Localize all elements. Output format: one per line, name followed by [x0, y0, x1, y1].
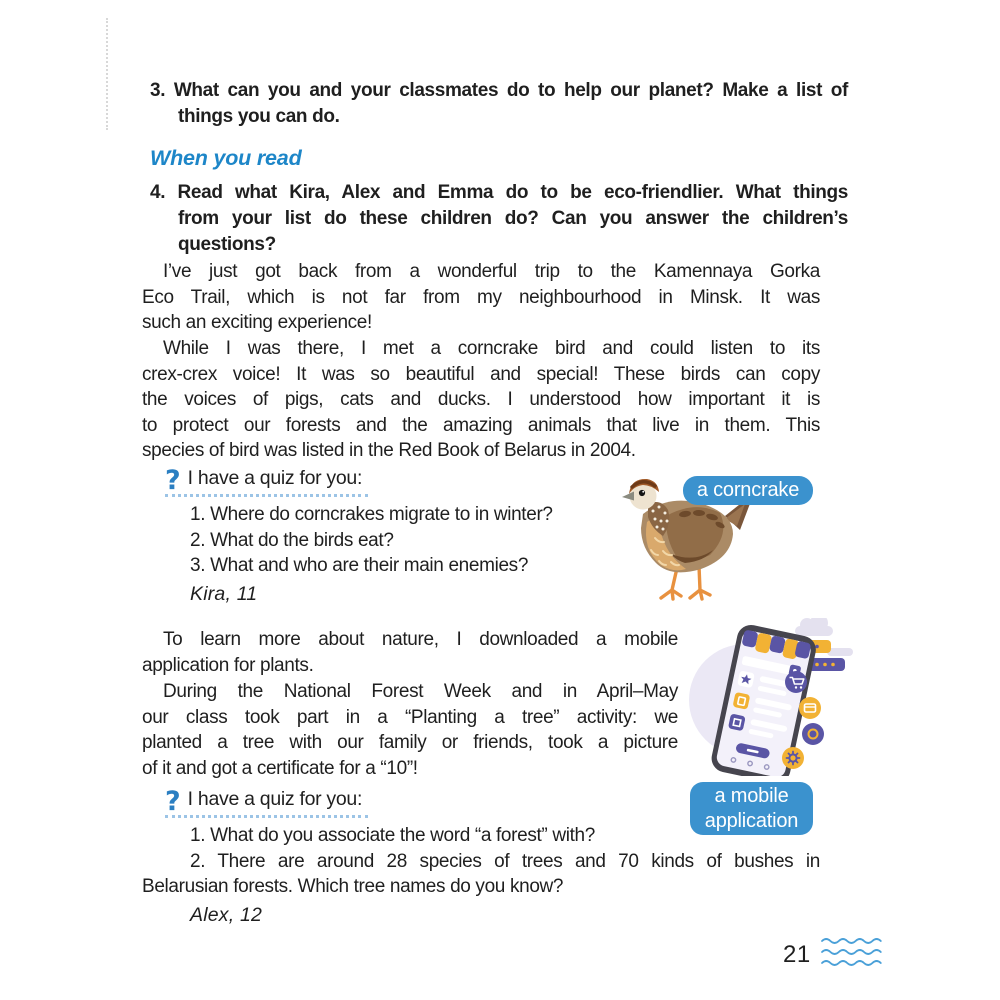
- mobile-phone-icon: [683, 618, 861, 776]
- text-line: While I was there, I met a corncrake bird and could listen to its: [163, 338, 820, 359]
- text-line: 1. What do you associate the word “a forest” with?: [190, 825, 595, 846]
- quiz-heading-label: I have a quiz for you:: [187, 467, 363, 489]
- story2-paragraph-1: [142, 627, 678, 678]
- mobile-caption-line1: a mobile: [714, 784, 789, 807]
- quiz-question-2: [142, 849, 820, 900]
- story1-paragraph-2: [142, 336, 820, 464]
- text-line: things you can do.: [178, 106, 340, 127]
- quiz-block-alex: [142, 787, 820, 928]
- text-line: I’ve just got back from a wonderful trip to the Kamennaya Gorka: [163, 261, 820, 282]
- text-line: to protect our forests and the amazing animals that live in them. This: [142, 414, 820, 436]
- task-4: [150, 180, 848, 258]
- mobile-app-illustration: [683, 618, 861, 781]
- author-signature-alex: Alex, 12: [190, 903, 263, 926]
- question-mark-icon: ?: [165, 465, 181, 496]
- question-mark-icon: ?: [165, 786, 181, 817]
- quiz-heading: [165, 466, 368, 497]
- quiz-heading-label: I have a quiz for you:: [187, 788, 363, 810]
- text-line: such an exciting experience!: [142, 312, 372, 333]
- cart-badge-icon: [785, 671, 807, 693]
- text-line: the voices of pigs, cats and ducks. I understood how important it is: [142, 389, 820, 410]
- waves-decoration-icon: [820, 936, 890, 975]
- message-badge-icon: [799, 697, 821, 719]
- quiz-questions: [142, 823, 820, 900]
- text-line: To learn more about nature, I downloaded a mobile: [163, 629, 678, 650]
- section-heading: When you read: [150, 146, 302, 170]
- text-line: 2. There are around 28 species of trees and 70 kinds of bushes in: [190, 850, 820, 872]
- text-line: from your list do these children do? Can you answer the children’s: [178, 208, 848, 229]
- author-signature-kira: Kira, 11: [190, 582, 258, 605]
- gear-badge-icon: [782, 747, 804, 769]
- text-line: 1. Where do corncrakes migrate to in winter?: [190, 504, 553, 525]
- info-badge-icon: [802, 723, 824, 745]
- task-3: [150, 78, 848, 130]
- text-line: application for plants.: [142, 654, 314, 676]
- story2-paragraph-2: [142, 679, 678, 781]
- text-line: species of bird was listed in the Red Book of Belarus in 2004.: [142, 440, 636, 461]
- quiz-heading: [165, 787, 368, 818]
- text-line: of it and got a certificate for a “10”!: [142, 757, 418, 779]
- text-line: Belarusian forests. Which tree names do you know?: [142, 876, 564, 897]
- page-edge-dotted-line: [106, 18, 108, 130]
- text-line: During the National Forest Week and in April–May: [163, 681, 678, 702]
- text-line: planted a tree with our family or friends, took a picture: [142, 732, 678, 753]
- corncrake-caption-badge: [683, 476, 813, 505]
- quiz-question-1: [142, 823, 820, 849]
- text-line: 2. What do the birds eat?: [190, 529, 394, 551]
- story1-paragraph-1: [142, 259, 820, 336]
- text-line: our class took part in a “Planting a tree” activity: we: [142, 706, 678, 728]
- page-number: 21: [783, 941, 811, 968]
- text-line: crex-crex voice! It was so beautiful and special! These birds can copy: [142, 363, 820, 385]
- text-line: questions?: [178, 234, 276, 255]
- text-line: 4. Read what Kira, Alex and Emma do to be eco-friendlier. What things: [150, 182, 848, 203]
- mobile-caption-line2: application: [704, 809, 799, 832]
- text-line: Eco Trail, which is not far from my neighbourhood in Minsk. It was: [142, 286, 820, 308]
- text-line: 3. What and who are their main enemies?: [190, 555, 529, 576]
- corncrake-caption-text: a corncrake: [696, 479, 800, 501]
- text-line: 3. What can you and your classmates do to help our planet? Make a list of: [150, 80, 848, 101]
